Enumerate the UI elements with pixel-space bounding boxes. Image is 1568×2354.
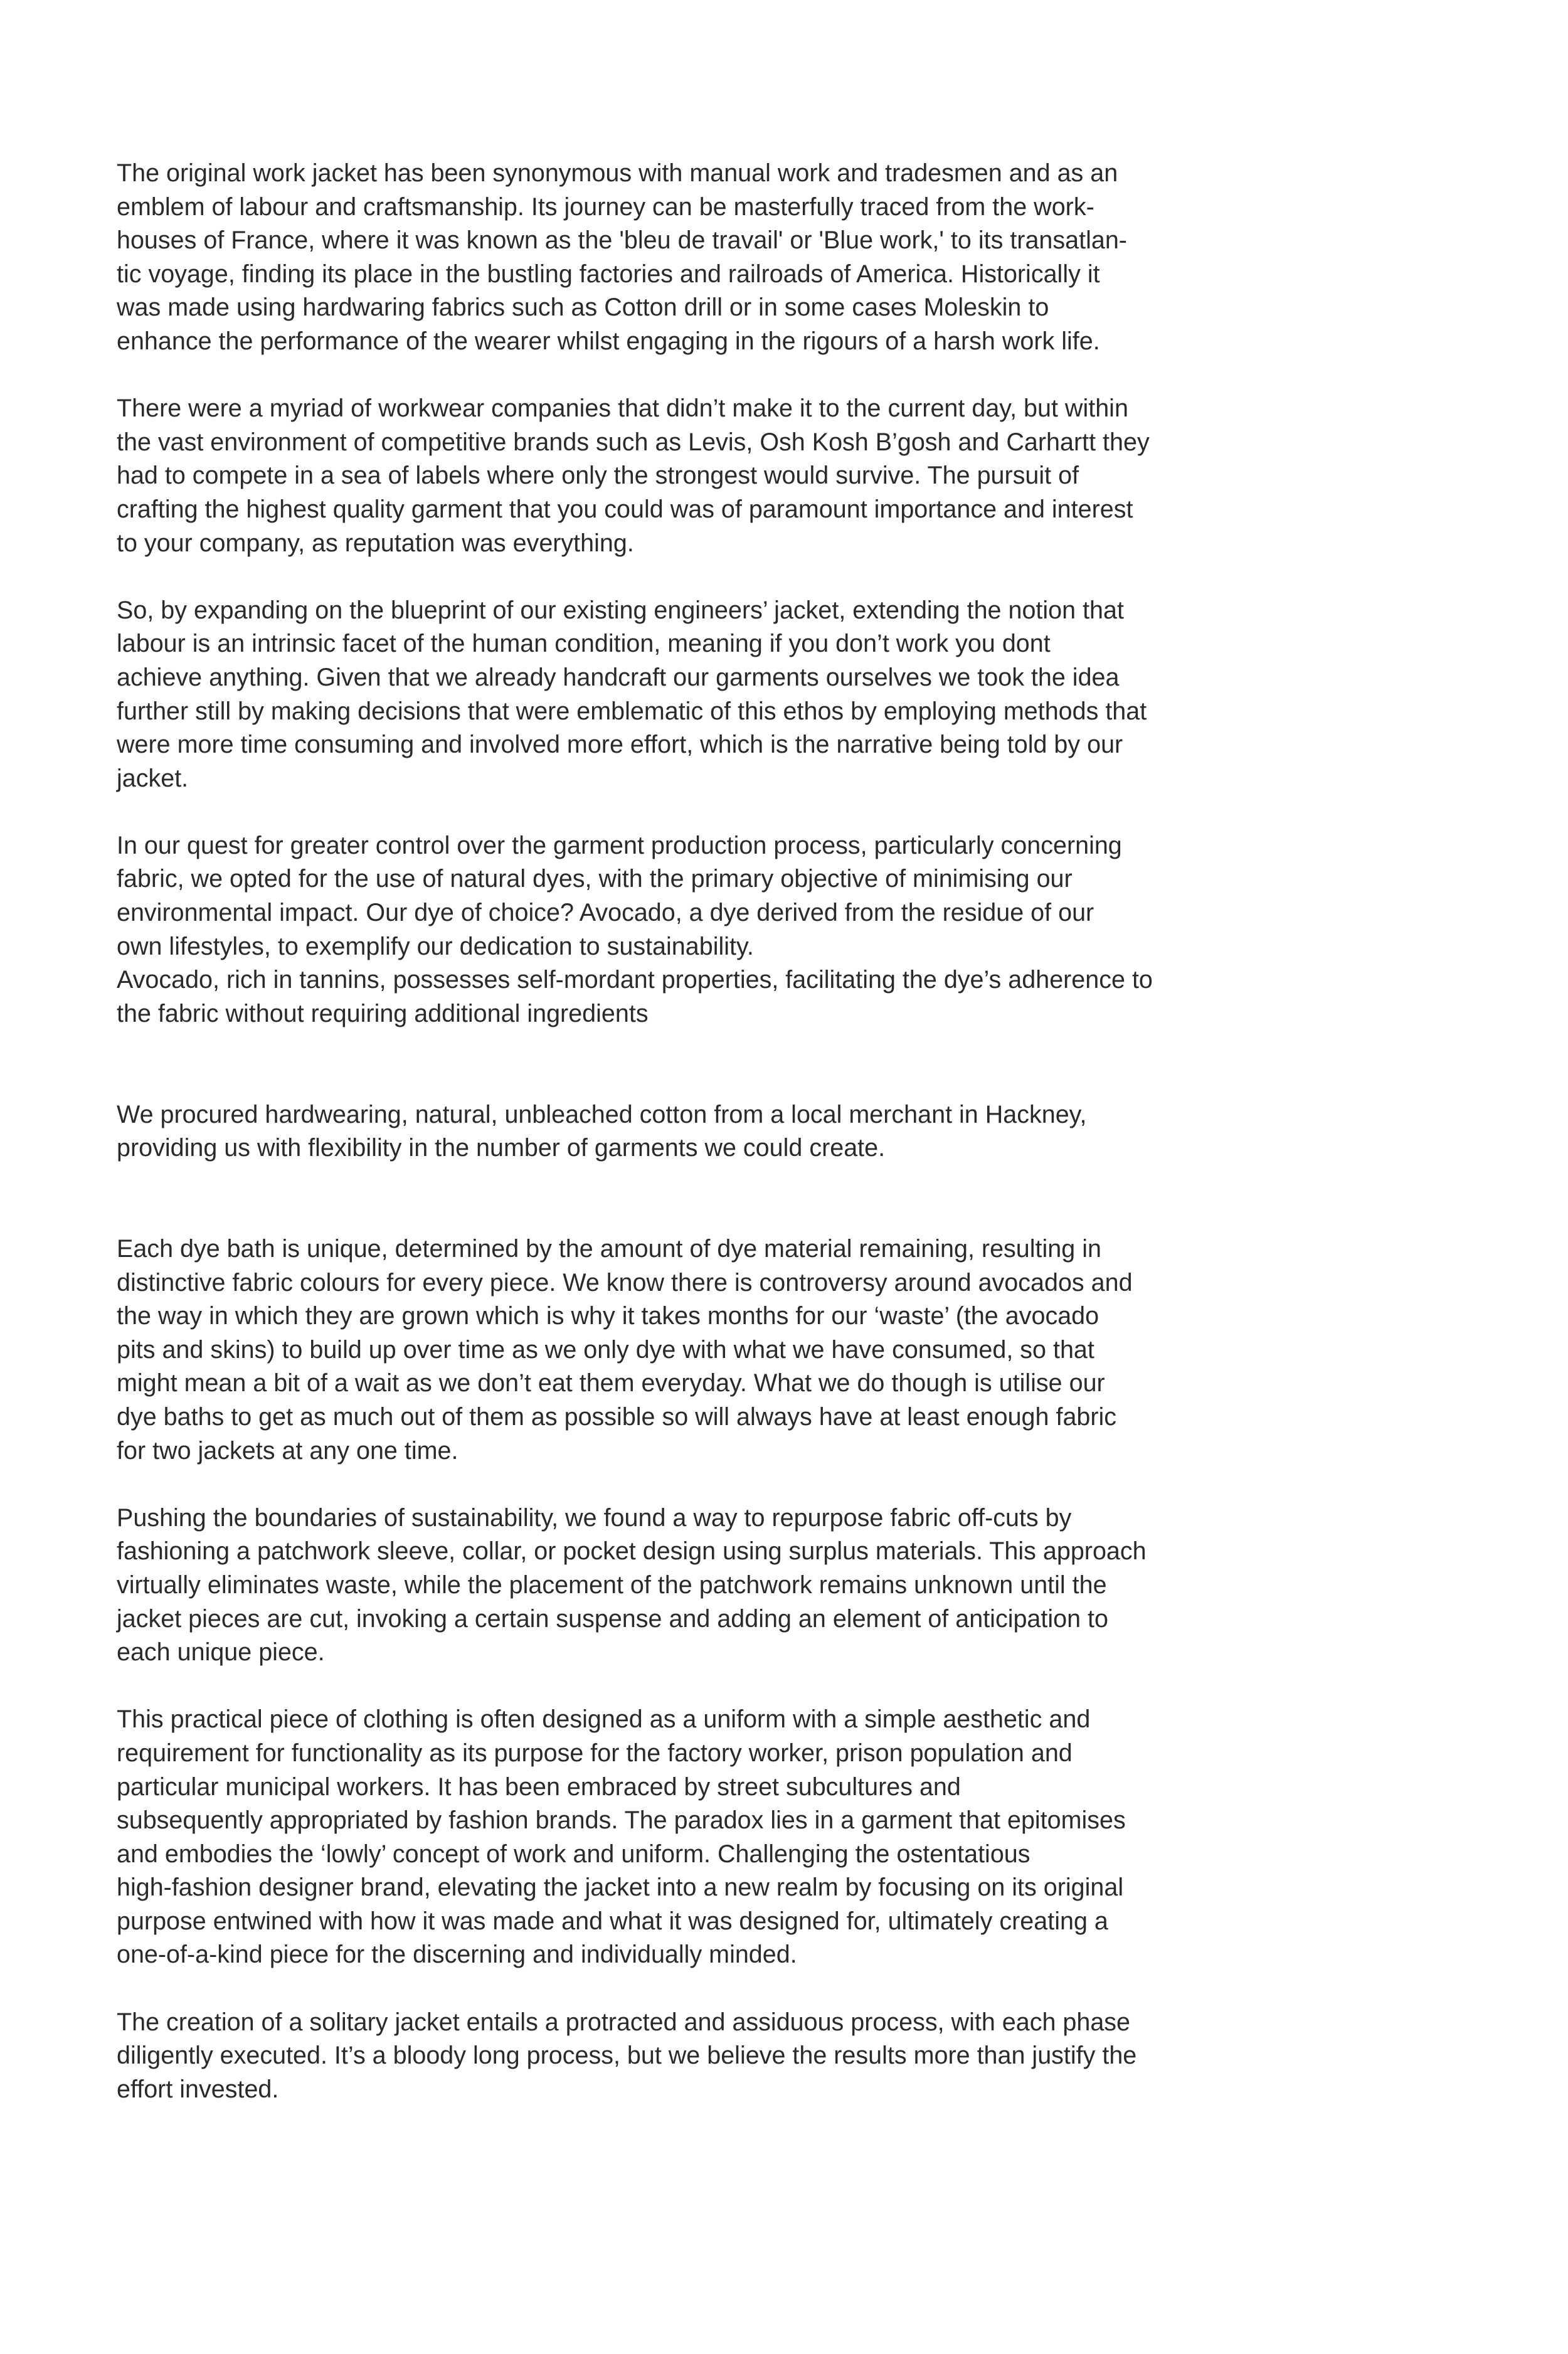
text-line: virtually eliminates waste, while the placement of the patchwork remains unknown until the (117, 1571, 1107, 1599)
paragraph-competition (117, 392, 1321, 560)
text-line: effort invested. (117, 2075, 279, 2103)
text-line: for two jackets at any one time. (117, 1436, 458, 1465)
paragraph-origins (117, 157, 1321, 359)
text-line: further still by making decisions that were emblematic of this ethos by employing methods that (117, 697, 1147, 725)
text-line: the vast environment of competitive brands such as Levis, Osh Kosh B’gosh and Carhartt they (117, 428, 1150, 456)
text-line: and embodies the ‘lowly’ concept of work and uniform. Challenging the ostentatious (117, 1840, 1030, 1868)
text-line: Each dye bath is unique, determined by the amount of dye material remaining, resulting in (117, 1235, 1101, 1263)
text-line: fashioning a patchwork sleeve, collar, or pocket design using surplus materials. This approach (117, 1537, 1147, 1566)
text-line: crafting the highest quality garment that you could was of paramount importance and interest (117, 495, 1133, 523)
text-line: the fabric without requiring additional ingredients (117, 999, 649, 1027)
text-line: providing us with flexibility in the number of garments we could create. (117, 1134, 886, 1162)
text-line: Pushing the boundaries of sustainability, we found a way to repurpose fabric off-cuts by (117, 1503, 1072, 1532)
text-line: each unique piece. (117, 1638, 325, 1667)
text-line: In our quest for greater control over the garment production process, particularly concerning (117, 831, 1122, 859)
text-line: We procured hardwearing, natural, unbleached cotton from a local merchant in Hackney, (117, 1100, 1087, 1128)
text-line: one-of-a-kind piece for the discerning and individually minded. (117, 1941, 797, 1969)
text-line: might mean a bit of a wait as we don’t eat them everyday. What we do though is utilise our (117, 1369, 1105, 1397)
text-line: tic voyage, finding its place in the bustling factories and railroads of America. Historically it (117, 260, 1100, 288)
paragraph-blueprint (117, 594, 1321, 796)
text-line: own lifestyles, to exemplify our dedication to sustainability. (117, 932, 754, 960)
paragraph-cotton (117, 1098, 1321, 1165)
text-line: jacket. (117, 764, 189, 792)
paragraph-natural-dyes (117, 829, 1321, 1031)
text-line: environmental impact. Our dye of choice? Avocado, a dye derived from the residue of our (117, 899, 1094, 927)
text-line: dye baths to get as much out of them as possible so will always have at least enough fabric (117, 1402, 1117, 1431)
text-line: Avocado, rich in tannins, possesses self-mordant properties, facilitating the dye’s adherence to (117, 966, 1153, 994)
text-line: There were a myriad of workwear companies that didn’t make it to the current day, but within (117, 395, 1128, 423)
text-line: was made using hardwaring fabrics such as Cotton drill or in some cases Moleskin to (117, 294, 1049, 322)
text-line: So, by expanding on the blueprint of our existing engineers’ jacket, extending the notion that (117, 596, 1124, 624)
text-line: diligently executed. It’s a bloody long process, but we believe the results more than justify the (117, 2042, 1137, 2070)
text-line: jacket pieces are cut, invoking a certain suspense and adding an element of anticipation to (117, 1604, 1109, 1633)
text-line: subsequently appropriated by fashion brands. The paradox lies in a garment that epitomises (117, 1806, 1126, 1835)
text-line: the way in which they are grown which is why it takes months for our ‘waste’ (the avocado (117, 1302, 1099, 1330)
text-line: to your company, as reputation was everything. (117, 529, 634, 557)
spacer (117, 1199, 1321, 1233)
text-line: had to compete in a sea of labels where only the strongest would survive. The pursuit of (117, 462, 1079, 490)
text-line: distinctive fabric colours for every piece. We know there is controversy around avocados and (117, 1268, 1133, 1296)
text-line: requirement for functionality as its purpose for the factory worker, prison population and (117, 1739, 1073, 1767)
body-text (117, 157, 1321, 2140)
text-line: enhance the performance of the wearer whilst engaging in the rigours of a harsh work life. (117, 327, 1100, 355)
text-line: particular municipal workers. It has been embraced by street subcultures and (117, 1773, 961, 1801)
text-line: purpose entwined with how it was made and what it was designed for, ultimately creating a (117, 1907, 1108, 1935)
text-line: emblem of labour and craftsmanship. Its journey can be masterfully traced from the work- (117, 193, 1094, 221)
text-line: This practical piece of clothing is often designed as a uniform with a simple aesthetic and (117, 1705, 1091, 1734)
text-line: pits and skins) to build up over time as we only dye with what we have consumed, so that (117, 1335, 1094, 1364)
text-line: achieve anything. Given that we already handcraft our garments ourselves we took the idea (117, 663, 1120, 691)
paragraph-conclusion (117, 2006, 1321, 2107)
text-line: houses of France, where it was known as the 'bleu de travail' or 'Blue work,' to its transatlan- (117, 226, 1127, 255)
paragraph-dye-bath (117, 1233, 1321, 1468)
text-line: were more time consuming and involved more effort, which is the narrative being told by our (117, 731, 1123, 759)
text-line: fabric, we opted for the use of natural dyes, with the primary objective of minimising our (117, 865, 1073, 893)
text-line: The creation of a solitary jacket entails a protracted and assiduous process, with each phase (117, 2008, 1131, 2036)
text-line: high-fashion designer brand, elevating the jacket into a new realm by focusing on its original (117, 1874, 1124, 1902)
text-line: labour is an intrinsic facet of the human condition, meaning if you don’t work you dont (117, 630, 1051, 658)
paragraph-patchwork (117, 1502, 1321, 1670)
paragraph-uniform (117, 1703, 1321, 1972)
spacer (117, 1064, 1321, 1098)
text-line: The original work jacket has been synonymous with manual work and tradesmen and as an (117, 159, 1118, 187)
